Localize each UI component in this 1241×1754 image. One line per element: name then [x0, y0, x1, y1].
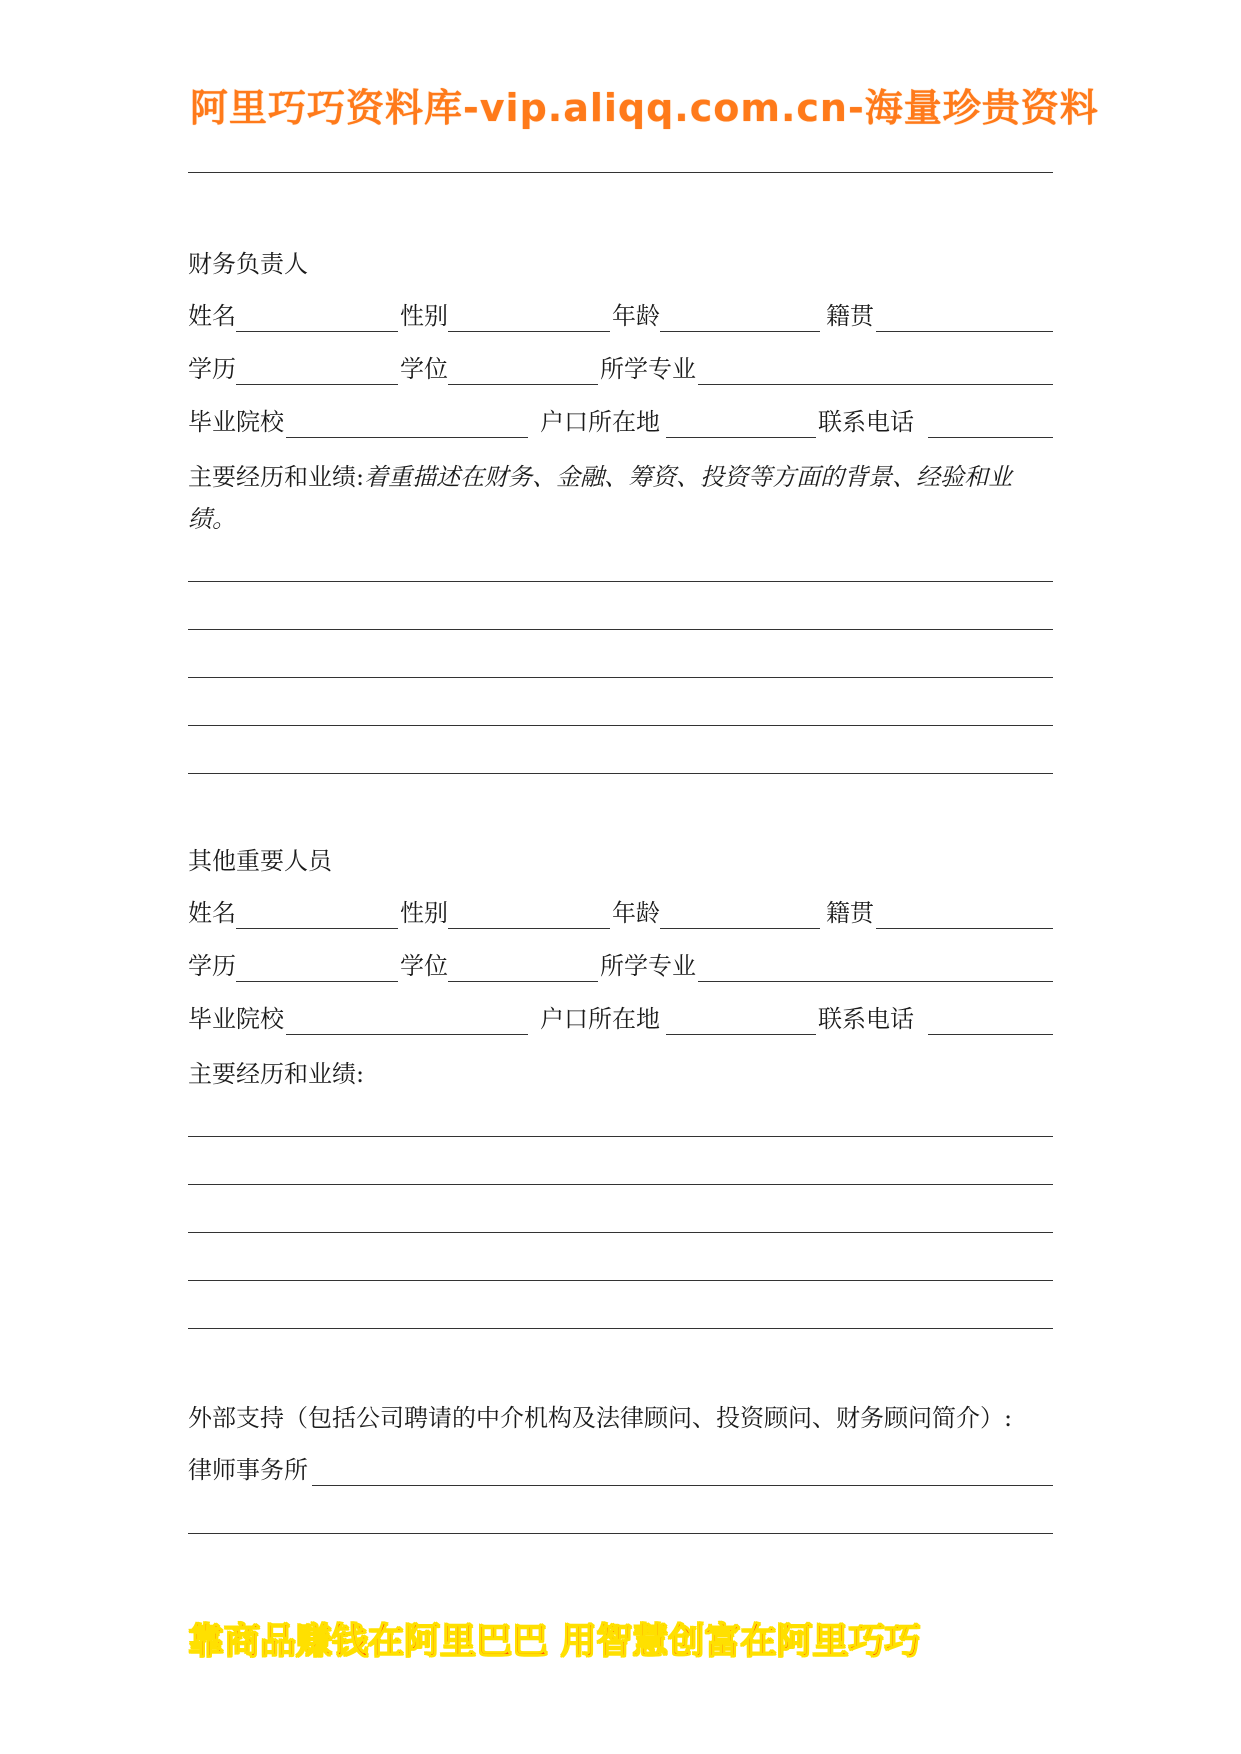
field-gender[interactable] [448, 331, 610, 332]
experience-label-text: 主要经历和业绩: [188, 463, 365, 491]
label-name: 姓名 [188, 899, 236, 927]
experience-note: 着重描述在财务、金融、筹资、投资等方面的背景、经验和业 [364, 463, 1013, 491]
field-name[interactable] [236, 928, 398, 929]
field-name[interactable] [236, 331, 398, 332]
blank-line[interactable] [188, 581, 1053, 582]
field-phone[interactable] [928, 437, 1053, 438]
header-banner: 阿里巧巧资料库-vip.aliqq.com.cn-海量珍贵资料 [190, 86, 1099, 130]
label-degree: 学位 [400, 952, 448, 980]
field-origin[interactable] [876, 331, 1053, 332]
label-education: 学历 [188, 355, 236, 383]
field-origin[interactable] [876, 928, 1053, 929]
field-education[interactable] [236, 384, 398, 385]
label-major: 所学专业 [600, 355, 696, 383]
field-phone[interactable] [928, 1034, 1053, 1035]
experience-label [188, 462, 1012, 492]
label-law-firm: 律师事务所 [188, 1456, 308, 1484]
label-school: 毕业院校 [188, 408, 284, 436]
blank-line[interactable] [188, 1328, 1053, 1329]
field-degree[interactable] [448, 981, 598, 982]
blank-line [188, 172, 1053, 173]
label-age: 年龄 [612, 302, 660, 330]
field-major[interactable] [698, 384, 1053, 385]
experience-note-cont: 绩。 [188, 505, 236, 533]
blank-line[interactable] [188, 725, 1053, 726]
label-origin: 籍贯 [826, 899, 874, 927]
label-residence: 户口所在地 [540, 1005, 660, 1033]
external-support-title: 外部支持（包括公司聘请的中介机构及法律顾问、投资顾问、财务顾问简介）: [188, 1404, 1013, 1432]
label-origin: 籍贯 [826, 302, 874, 330]
field-education[interactable] [236, 981, 398, 982]
staff-row-contact [188, 1004, 1053, 1038]
law-firm-row [188, 1455, 1053, 1489]
field-degree[interactable] [448, 384, 598, 385]
blank-line[interactable] [188, 1136, 1053, 1137]
label-residence: 户口所在地 [540, 408, 660, 436]
field-school[interactable] [286, 437, 528, 438]
label-school: 毕业院校 [188, 1005, 284, 1033]
field-school[interactable] [286, 1034, 528, 1035]
label-major: 所学专业 [600, 952, 696, 980]
finance-row-basic [188, 301, 1053, 335]
label-education: 学历 [188, 952, 236, 980]
label-gender: 性别 [400, 899, 448, 927]
label-degree: 学位 [400, 355, 448, 383]
field-residence[interactable] [666, 1034, 816, 1035]
label-phone: 联系电话 [818, 408, 914, 436]
label-phone: 联系电话 [818, 1005, 914, 1033]
label-age: 年龄 [612, 899, 660, 927]
experience-label: 主要经历和业绩: [188, 1060, 365, 1088]
blank-line[interactable] [188, 1280, 1053, 1281]
section-title-other-staff: 其他重要人员 [188, 847, 332, 875]
label-gender: 性别 [400, 302, 448, 330]
field-residence[interactable] [666, 437, 816, 438]
blank-line[interactable] [188, 1232, 1053, 1233]
label-name: 姓名 [188, 302, 236, 330]
field-age[interactable] [660, 331, 820, 332]
section-title-finance: 财务负责人 [188, 250, 308, 278]
blank-line[interactable] [188, 1533, 1053, 1534]
blank-line[interactable] [188, 629, 1053, 630]
field-age[interactable] [660, 928, 820, 929]
staff-row-education [188, 951, 1053, 985]
blank-line[interactable] [188, 773, 1053, 774]
finance-row-education [188, 354, 1053, 388]
blank-line[interactable] [188, 1184, 1053, 1185]
footer-banner: 靠商品赚钱在阿里巴巴 用智慧创富在阿里巧巧 [188, 1621, 921, 1662]
blank-line[interactable] [188, 677, 1053, 678]
field-major[interactable] [698, 981, 1053, 982]
staff-row-basic [188, 898, 1053, 932]
field-gender[interactable] [448, 928, 610, 929]
finance-row-contact [188, 407, 1053, 441]
field-law-firm[interactable] [312, 1485, 1053, 1486]
